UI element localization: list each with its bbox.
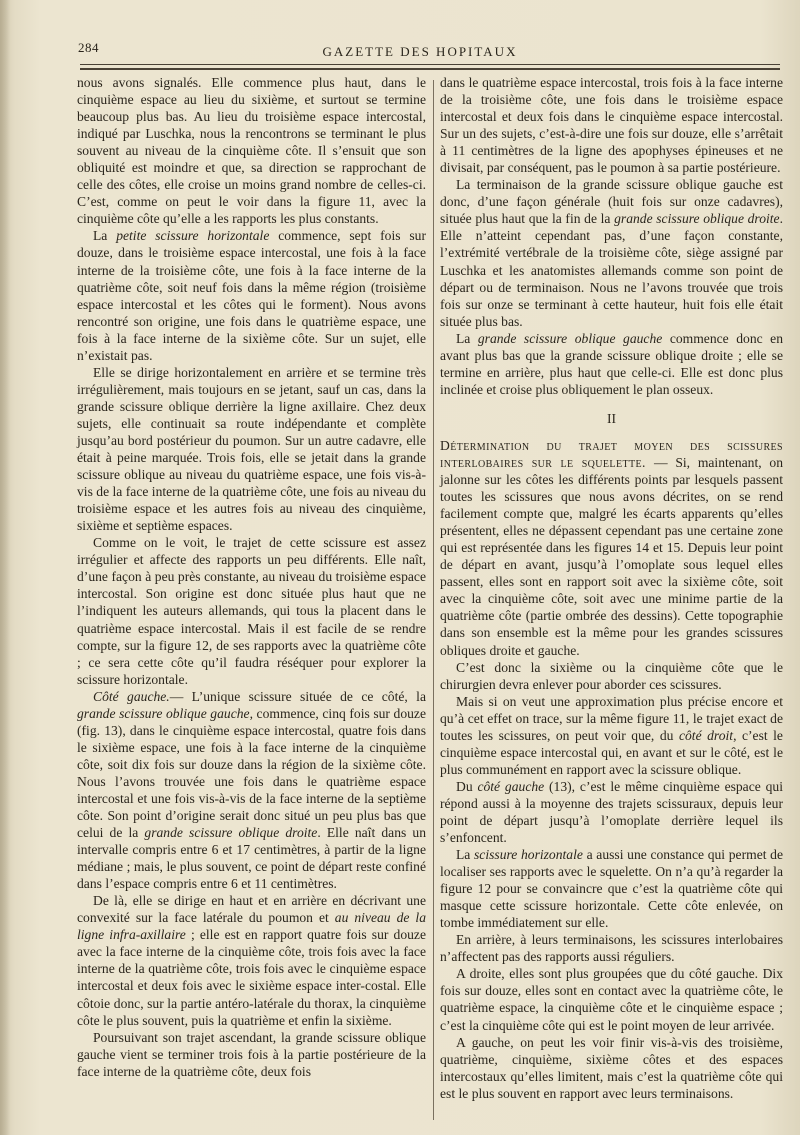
paragraph [440,1034,783,1102]
text-run: La [456,330,478,346]
binding-shadow [0,0,10,1135]
paragraph [440,846,783,931]
right-column-top [440,74,783,398]
paragraph [440,965,783,1033]
paragraph [440,330,783,398]
header-rule-thick [80,68,780,70]
text-run: (13), c’est le même cinquième espace qui répond aussi à la moyenne des trajets scissuraux, depuis leur point de départ jusqu’à l’omoplate derrière lequel ils s’enfoncent. [440,778,783,846]
section-numeral: II [606,410,617,426]
text-run: — Si, maintenant, on jalonne sur les côtes les différents points par lesquels passent toutes les scissures que nous avons décrites, on se rend facilement compte que, malgré les écarts apparents qu’elles présentent, elles ne dépassent cependant pas une certaine zone qui est représentée dans les figures 14 et 15. Depuis leur point de départ en avant, jusqu’à l’omoplate sous lequel elles passent, elles sont en rapport soit avec la sixième côte, soit avec la cinquième côte, soit avec une minime partie de la quatrième côte (partie ombrée des dessins). Cette topographie dans son ensemble est la même pour les grandes scissures obliques droite et gauche. [440,454,783,658]
text-run: nous avons signalés. Elle commence plus haut, dans le cinquième espace au lieu du sixième, et surtout se termine beaucoup plus bas. Au lieu du troisième espace intercostal, indiqué par Luschka, nous la rencontrons se terminant le plus souvent au niveau de la cinquième côte. Il s’ensuit que son obliquité est moindre et que, sa direction se rapprochant de celle des côtes, elle croise un moins grand nombre de celles-ci. C’est, comme on peut le voir dans la figure 11, avec la cinquième côte qu’elle a les rapports les plus constants. [77,75,426,227]
italic-text: côté droit [678,727,734,743]
text-run: , commence, cinq fois sur douze (fig. 13), dans le cinquième espace intercostal, quatre fois dans le sixième espace, une fois à la face interne de la cinquième côte, soit dix fois sur douze dans la région de la sixième côte. Nous l’avons trouvée une fois dans le quatrième espace intercostal et une fois vis-à-vis de la face interne de la septième côte. Son point d’origine serait donc situé un peu plus bas que celui de la [77,705,426,841]
text-run: Elle se dirige horizontalement en arrière et se termine très irrégulièrement, mais toujours en se jetant, sauf un cas, dans la grande scissure oblique derrière la ligne axillaire. Chez deux sujets, elle continuait sa route indépendante et complète jusqu’au bord postérieur du poumon. Sur un autre cadavre, elle était à peine marquée. Trois fois, elle se jetait dans la grande scissure oblique au niveau du quatrième espace, une fois vis-à-vis de la face interne de la quatrième côte, une fois au niveau du troisième espace et les autres fois au niveau des cinquième, sixième et septième espaces. [77,364,426,534]
text-run: commence, sept fois sur douze, dans le troisième espace intercostal, une fois à la face interne de la troisième côte, une fois à la face interne de la quatrième côte, soit neuf fois dans la même région (troisième espace intercostal et les côtes qui le forment). Nous avons rencontré son origine, une fois dans le quatrième espace, une fois à la face interne de la sixième côte. Sur un sujet, elle n’existait pas. [77,228,426,363]
italic-text: petite scissure horizontale [116,228,270,244]
right-column [440,74,783,1102]
left-column [77,74,426,1080]
text-run: A gauche, on peut les voir finir vis-à-vis des troisième, quatrième, cinquième, sixième côtes et des espaces intercostaux qu’elles limitent, mais c’est la quatrième côte qui est le plus souvent en rapport avec leurs terminaisons. [440,1034,783,1101]
italic-text: grande scissure oblique droite [614,211,780,227]
italic-text: grande scissure oblique droite [144,825,318,841]
text-run: C’est donc la sixième ou la cinquième côte que le chirurgien devra enlever pour aborder ces scissures. [440,659,783,692]
text-run: ; elle est en rapport quatre fois sur douze avec la face interne de la cinquième côte, trois fois avec la face interne de la quatrième côte, trois fois avec le cinquième espace intercostal et deux fois avec le sixième espace inter-costal. Elle côtoie donc, sur la partie antéro-latérale du thorax, la cinquième côte le plus souvent, puis la quatrième et enfin la sixième. [77,927,426,1028]
text-run: La [93,228,117,244]
text-run: Du [456,778,478,794]
text-run: a aussi une constance qui permet de localiser ses rapports avec le squelette. On n’a qu’à regarder la figure 12 pour se convaincre que c’est la quatrième côte qui masque cette scissure horizontale. Cette côte enlevée, on tombe immédiatement sur elle. [440,847,784,931]
paragraph [440,176,783,329]
paragraph [77,534,426,687]
header-rule [80,64,780,65]
paragraph [440,778,783,846]
text-run: , c’est le cinquième espace intercostal qui, en avant et sur le côté, est le plus communément en rapport avec la scissure oblique. [440,727,783,777]
text-run: — L’unique scissure située de ce côté, la [169,688,426,704]
paragraph [440,437,783,659]
italic-text: Côté gauche. [93,688,170,704]
italic-text: côté gauche [477,778,545,794]
text-run: dans le quatrième espace intercostal, trois fois à la face interne de la troisième côte, une fois dans le troisième espace intercostal et deux fois dans le cinquième espace intercostal. Sur un des sujets, c’est-à-dire une fois sur douze, elle s’arrêtait à 11 centimètres de la ligne des apophyses épineuses et ne divisait, par conséquent, pas le poumon à sa partie postérieure. [440,75,783,176]
paragraph [77,892,426,1028]
paragraph [77,227,426,363]
text-run: De là, elle se dirige en haut et en arrière en décrivant une convexité sur la face latérale du poumon et [77,893,426,926]
page-number: 284 [78,40,99,55]
italic-text: grande scissure oblique gauche [77,705,250,721]
text-run: En arrière, à leurs terminaisons, les scissures interlobaires n’affectent pas des rapports aussi réguliers. [440,932,783,965]
italic-text: scissure horizontale [474,847,583,863]
paragraph [77,688,426,893]
paragraph [77,74,426,227]
text-run: Comme on le voit, le trajet de cette scissure est assez irrégulier et affecte des rapports un peu différents. Elle naît, d’une façon à peu près constante, au niveau du troisième espace intercostal. Son origine est donc située plus haut que ne l’indiquent les auteurs allemands, qui tous la placent dans le quatrième espace intercostal. Mais il est facile de se rendre compte, sur la figure 12, de ses rapports avec la quatrième côte ; ce sera cette côte qu’il faudra réséquer pour explorer la scissure horizontale. [77,535,426,687]
paragraph [440,693,783,778]
text-run: La terminaison de la grande scissure oblique gauche est donc, d’une façon générale (huit fois sur onze cadavres), située plus haut que la fin de la [440,177,783,227]
text-run: . Elle n’atteint cependant pas, d’une façon constante, l’extrémité vertébrale de la troisième côte, siège assigné par Luschka et les anatomistes allemands comme son point de départ ou de terminaison. Nous ne l’avons trouvée que trois fois sur onze se terminant à cette hauteur, huit fois elle était située plus bas. [440,211,783,329]
text-run: . Elle naît dans un intervalle compris entre 6 et 17 centimètres, à partir de la ligne médiane ; mais, le plus souvent, ce point de départ reste confiné dans l’espace compris entre 6 et 11 centimètres. [77,825,426,892]
text-run: commence donc en avant plus bas que la grande scissure oblique droite ; elle se termine en arrière, plus haut que celle-ci. Elle est donc plus inclinée et croise plus obliquement le plan osseux. [440,330,783,397]
paragraph [440,931,783,965]
text-run: Poursuivant son trajet ascendant, la grande scissure oblique gauche vient se terminer trois fois à la partie postérieure de la face interne de la quatrième côte, deux fois [77,1029,426,1079]
paragraph [440,74,783,176]
italic-text: au niveau de la ligne infra-axillaire [77,910,426,943]
paragraph [77,364,426,534]
paragraph [440,659,783,693]
paragraph [77,1029,426,1080]
text-run: A droite, elles sont plus groupées que du côté gauche. Dix fois sur douze, elles sont en contact avec la quatrième côte, le quatrième espace, la cinquième côte et le cinquième espace ; c’est la cinquième côte qui est le point moyen de leur arrivée. [440,966,783,1033]
text-run: La [456,847,475,863]
right-column-bottom [440,437,783,1102]
section-heading: Détermination du trajet moyen des scissures interlobaires sur le squelette. [440,437,783,470]
text-run: Mais si on veut une approximation plus précise encore et qu’à cet effet on trace, sur la même figure 11, le trajet exact de toutes les scissures, on peut voir que, du [440,693,783,743]
column-divider [433,80,434,1120]
italic-text: grande scissure oblique gauche [477,330,663,346]
running-title: GAZETTE DES HOPITAUX [322,44,518,59]
